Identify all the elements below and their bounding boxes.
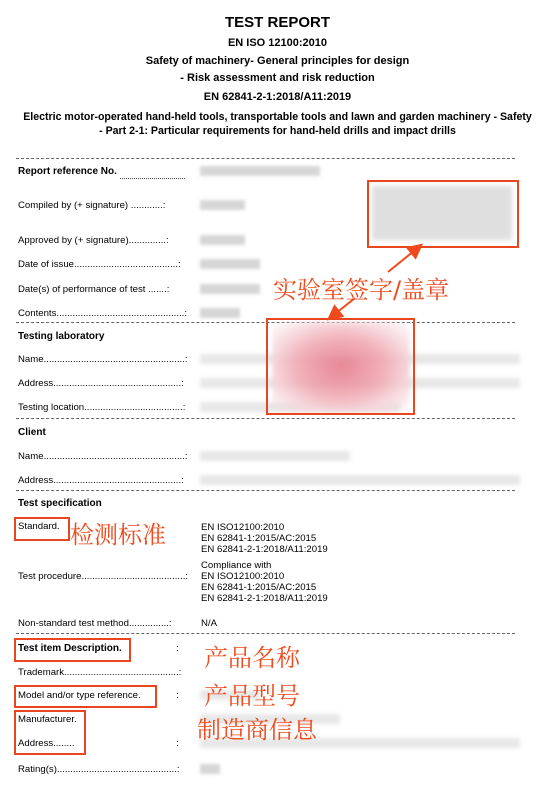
colon: : [176, 643, 179, 654]
testing-laboratory-heading: Testing laboratory [18, 331, 105, 342]
test-procedure-label: Test procedure.......................................: [18, 571, 189, 582]
report-title: TEST REPORT [224, 14, 330, 31]
standard-value: EN ISO12100:2010 EN 62841-1:2015/AC:2015 EN 62841-2-1:2018/A11:2019 [201, 522, 328, 555]
compiled-by-label: Compiled by (+ signature) ............: [18, 200, 166, 211]
lab-address-label: Address................................................: [18, 378, 184, 389]
test-procedure-value: Compliance with EN ISO12100:2010 EN 62841-1:2015/AC:2015 EN 62841-2-1:2018/A11:2019 [201, 560, 328, 604]
manufacturer-label: Manufacturer. [18, 714, 77, 725]
product-model-annotation: 产品型号 [204, 682, 300, 710]
rating-label: Rating(s).............................................: [18, 764, 180, 775]
heading-line-2: - Risk assessment and risk reduction [180, 72, 375, 84]
arrow-to-signature-icon [388, 246, 420, 272]
test-item-description-label: Test item Description. [18, 643, 122, 654]
manufacturer-address-label: Address........ [18, 738, 75, 749]
client-address-label: Address................................................: [18, 475, 184, 486]
standard-annotation: 检测标准 [70, 521, 166, 549]
colon: : [176, 738, 179, 749]
client-name-label: Name.....................................................: [18, 451, 188, 462]
standard-label: Standard. [18, 521, 60, 532]
heading-line-1: Safety of machinery- General principles for design [145, 55, 410, 67]
manufacturer-annotation: 制造商信息 [197, 716, 317, 744]
test-specification-heading: Test specification [18, 498, 102, 509]
standard-heading-1: EN ISO 12100:2010 [227, 37, 328, 49]
lab-signature-annotation: 实验室签字/盖章 [273, 276, 450, 304]
standard-heading-2: EN 62841-2-1:2018/A11:2019 [203, 91, 352, 103]
date-performance-label: Date(s) of performance of test .......: [18, 284, 170, 295]
lab-name-label: Name.....................................................: [18, 354, 188, 365]
date-of-issue-label: Date of issue.......................................: [18, 259, 181, 270]
trademark-label: Trademark...........................................: [18, 667, 182, 678]
non-standard-value: N/A [201, 618, 217, 629]
report-reference-label: Report reference No. [18, 166, 117, 177]
colon: : [176, 690, 179, 701]
approved-by-label: Approved by (+ signature)..............: [18, 235, 169, 246]
client-heading: Client [18, 427, 46, 438]
product-name-annotation: 产品名称 [204, 644, 300, 672]
non-standard-label: Non-standard test method...............: [18, 618, 172, 629]
model-label: Model and/or type reference. [18, 690, 141, 701]
contents-label: Contents................................................: [18, 308, 188, 319]
testing-location-label: Testing location.....................................: [18, 402, 186, 413]
report-subtitle: Electric motor-operated hand-held tools, transportable tools and lawn and garden machinery - Safety - Part 2-1: Particular requirements for hand-held drills and impact drills [23, 111, 532, 137]
